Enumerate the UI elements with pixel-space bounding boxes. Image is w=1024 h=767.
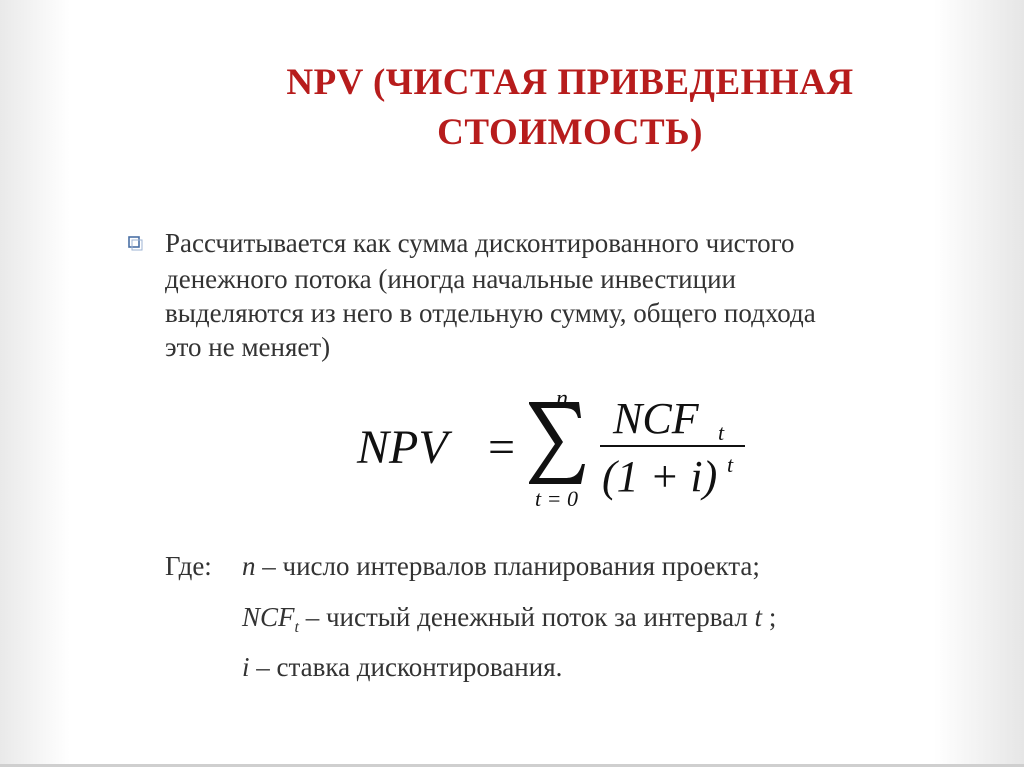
sum-lower-limit: t = 0 [535, 486, 578, 511]
legend-item-i [242, 650, 562, 684]
legend-item-n [242, 549, 760, 583]
legend-symbol-ncf-subscript: t [294, 619, 299, 636]
legend-text-ncf-tail: ; [762, 602, 777, 632]
legend-symbol-n: n [242, 551, 256, 581]
summation-sigma-icon [525, 398, 585, 488]
bullet-text-line-3: выделяются из него в отдельную сумму, общего подхода [165, 298, 816, 328]
formula-equals: = [488, 421, 516, 474]
sum-upper-limit: n [556, 386, 568, 412]
slide-title-line-1: NPV (ЧИСТАЯ ПРИВЕДЕННАЯ [286, 62, 854, 103]
fraction-denominator: (1 + i) [602, 452, 718, 501]
bullet-text-line-2: денежного потока (иногда начальные инвестиции [165, 264, 736, 294]
bullet-text-line-4: это не меняет) [165, 332, 331, 362]
legend-text-i: – ставка дисконтирования. [249, 652, 563, 682]
legend-text-ncf: – чистый денежный поток за интервал [298, 602, 755, 632]
legend-symbol-ncf: NCF [242, 602, 295, 632]
bullet-text-line-1: Рассчитывается как сумма дисконтированного чистого [165, 228, 795, 258]
legend-where-label: Где: [165, 551, 212, 581]
slide-title-line-2: СТОИМОСТЬ) [437, 112, 703, 153]
fraction-bar [600, 445, 745, 447]
legend-item-ncf [242, 600, 776, 645]
fraction-numerator: NCF [613, 394, 699, 443]
numerator-subscript: t [718, 420, 725, 445]
legend-text-n: – число интервалов планирования проекта; [255, 551, 760, 581]
denominator-exponent: t [727, 452, 734, 477]
legend-symbol-t: t [754, 602, 763, 632]
hollow-square-bullet-icon [128, 236, 143, 251]
formula-lhs: NPV [357, 421, 448, 474]
left-edge-shade [0, 0, 70, 767]
legend-symbol-i: i [242, 652, 250, 682]
